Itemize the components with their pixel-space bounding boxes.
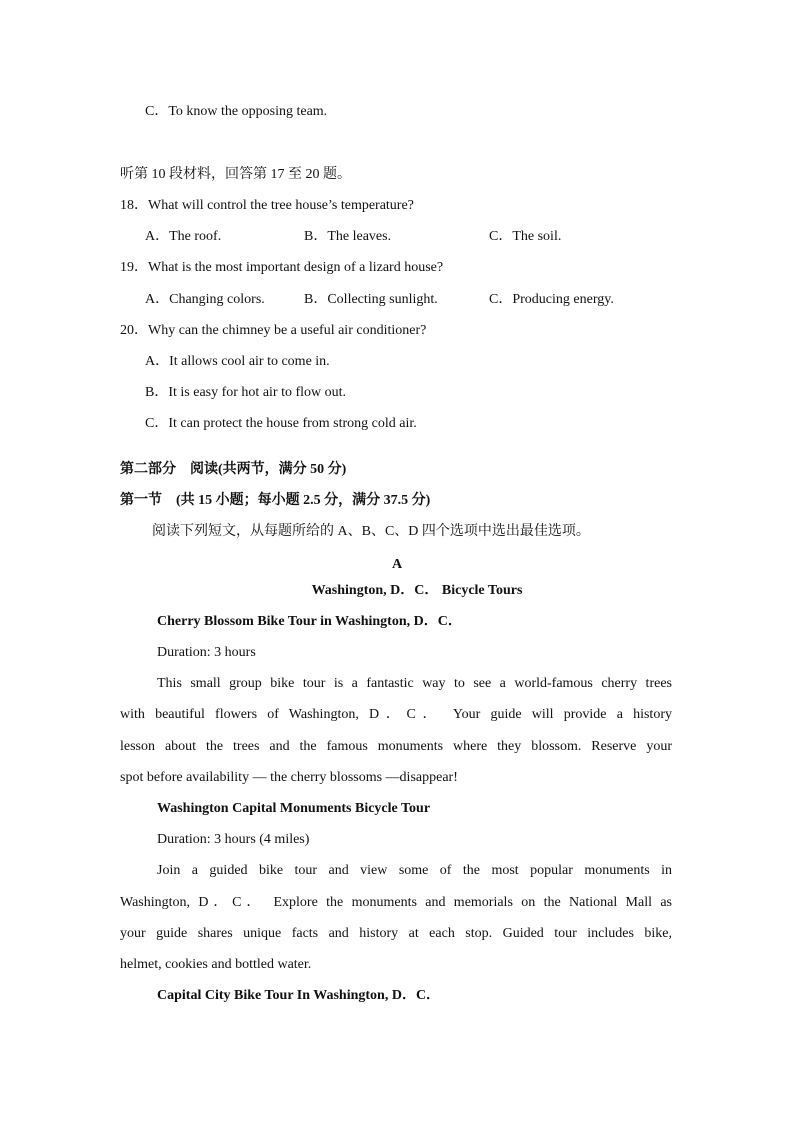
tour-2-body-line-4: helmet, cookies and bottled water.: [120, 957, 312, 972]
question-18-option-a: A．The roof.: [145, 229, 222, 244]
tour-3-name: Capital City Bike Tour In Washington, D．C．: [157, 988, 441, 1003]
question-20-stem: 20．Why can the chimney be a useful air conditioner?: [120, 323, 427, 338]
tour-1-body-line-4: spot before availability — the cherry blossoms —disappear!: [120, 770, 458, 785]
reading-instruction: 阅读下列短文，从每题所给的 A、B、C、D 四个选项中选出最佳选项。: [152, 524, 590, 539]
tour-1-body-line-3: lesson about the trees and the famous monuments where they blossom. Reserve your: [120, 739, 672, 754]
part-title: 第二部分 阅读(共两节，满分 50 分): [120, 462, 347, 477]
tour-1-name: Cherry Blossom Bike Tour in Washington, D．C．: [157, 614, 462, 629]
tour-1-body-line-2: with beautiful flowers of Washington, D．C． Your guide will provide a history: [120, 707, 672, 722]
question-20-option-b: B．It is easy for hot air to flow out.: [145, 385, 347, 400]
question-17-option-c: C．To know the opposing team.: [145, 104, 328, 119]
tour-2-body-line-3: your guide shares unique facts and history at each stop. Guided tour includes bike,: [120, 926, 672, 941]
question-19-option-b: B．Collecting sunlight.: [304, 292, 438, 307]
question-18-option-b: B．The leaves.: [304, 229, 392, 244]
passage-title: Washington, D．C． Bicycle Tours: [311, 583, 523, 598]
listening-section-intro: 听第 10 段材料，回答第 17 至 20 题。: [120, 167, 351, 182]
question-19-stem: 19．What is the most important design of a lizard house?: [120, 260, 444, 275]
question-19-option-a: A．Changing colors.: [145, 292, 265, 307]
question-20-option-c: C．It can protect the house from strong cold air.: [145, 416, 417, 431]
question-18-stem: 18．What will control the tree house’s temperature?: [120, 198, 414, 213]
tour-1-body-line-1: This small group bike tour is a fantastic way to see a world-famous cherry trees: [157, 676, 672, 691]
tour-2-body-line-1: Join a guided bike tour and view some of the most popular monuments in: [157, 863, 672, 878]
passage-letter: A: [391, 557, 403, 572]
question-19-option-c: C．Producing energy.: [489, 292, 614, 307]
tour-2-name: Washington Capital Monuments Bicycle Tour: [157, 801, 431, 816]
tour-1-duration: Duration: 3 hours: [157, 645, 256, 660]
question-18-option-c: C．The soil.: [489, 229, 562, 244]
tour-2-body-line-2: Washington, D．C． Explore the monuments and memorials on the National Mall as: [120, 895, 672, 910]
tour-2-duration: Duration: 3 hours (4 miles): [157, 832, 310, 847]
question-20-option-a: A．It allows cool air to come in.: [145, 354, 330, 369]
section-title: 第一节 (共 15 小题；每小题 2.5 分，满分 37.5 分): [120, 493, 431, 508]
